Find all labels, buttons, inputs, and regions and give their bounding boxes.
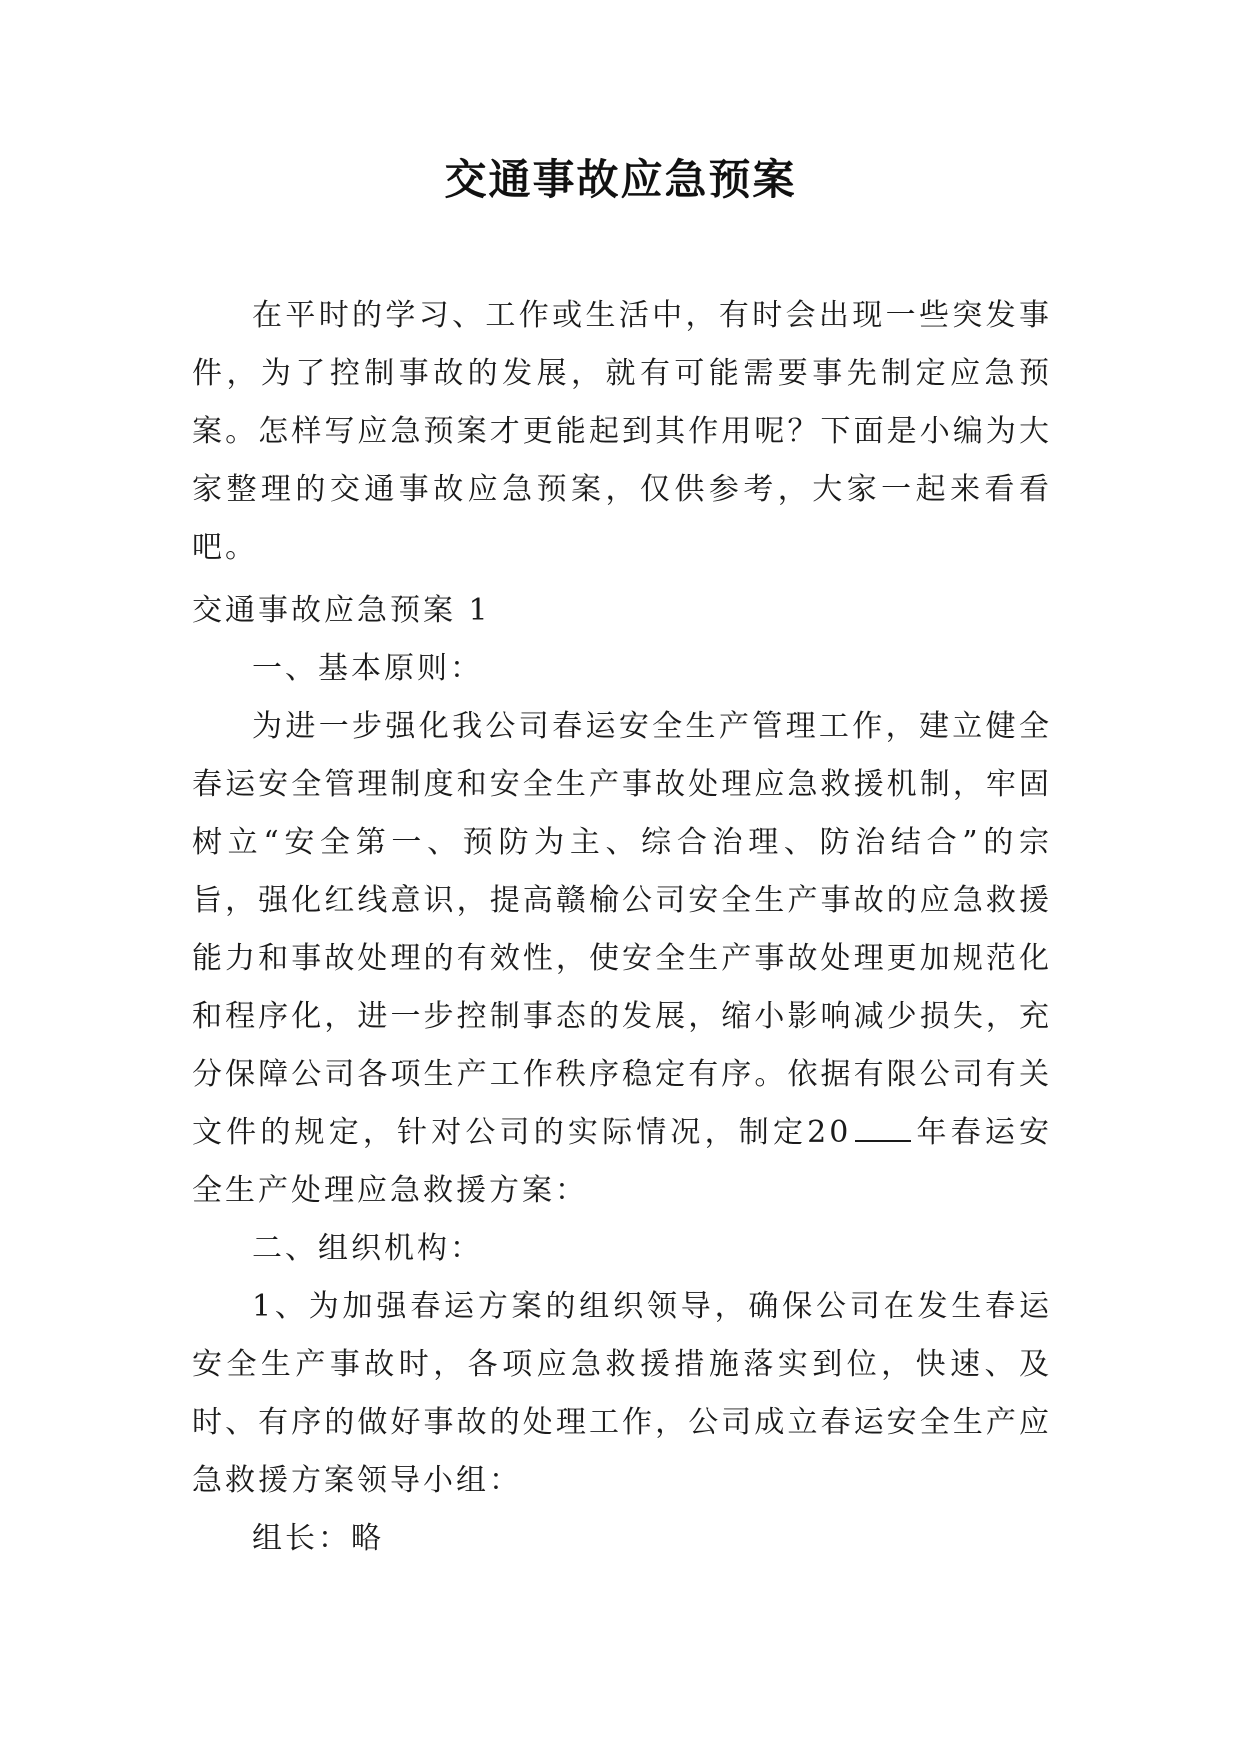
- org-item-1: 1、为加强春运方案的组织领导，确保公司在发生春运安全生产事故时，各项应急救援措施落实到位，快速、及时、有序的做好事故的处理工作，公司成立春运安全生产应急救援方案领导小组：: [192, 1289, 1052, 1498]
- intro-paragraph: 在平时的学习、工作或生活中，有时会出现一些突发事件，为了控制事故的发展，就有可能需要事先制定应急预案。怎样写应急预案才更能起到其作用呢？下面是小编为大家整理的交通事故应急预案，仅供参考，大家一起来看看吧。: [192, 298, 1052, 565]
- section-1: [192, 582, 1052, 1568]
- org-heading: 二、组织机构：: [252, 1231, 483, 1266]
- principle-text-b: 年春运安全生产处理应急救援方案：: [192, 1115, 1052, 1208]
- year-blank-line: [855, 1139, 911, 1142]
- document-title: 交通事故应急预案: [444, 155, 797, 204]
- principle-paragraph: [192, 698, 1052, 1220]
- principle-heading: 一、基本原则：: [252, 651, 483, 686]
- leader-line: 组长：略: [252, 1521, 384, 1556]
- principle-text-a: 为进一步强化我公司春运安全生产管理工作，建立健全春运安全管理制度和安全生产事故处理应急救援机制，牢固树立“安全第一、预防为主、综合治理、防治结合”的宗旨，强化红线意识，提高赣榆公司安全生产事故的应急救援能力和事故处理的有效性，使安全生产事故处理更加规范化和程序化，进一步控制事态的发展，缩小影响减少损失，充分保障公司各项生产工作秩序稳定有序。依据有限公司有关文件的规定，针对公司的实际情况，制定20: [192, 709, 1052, 1150]
- section-1-heading: 交通事故应急预案 1: [192, 593, 491, 628]
